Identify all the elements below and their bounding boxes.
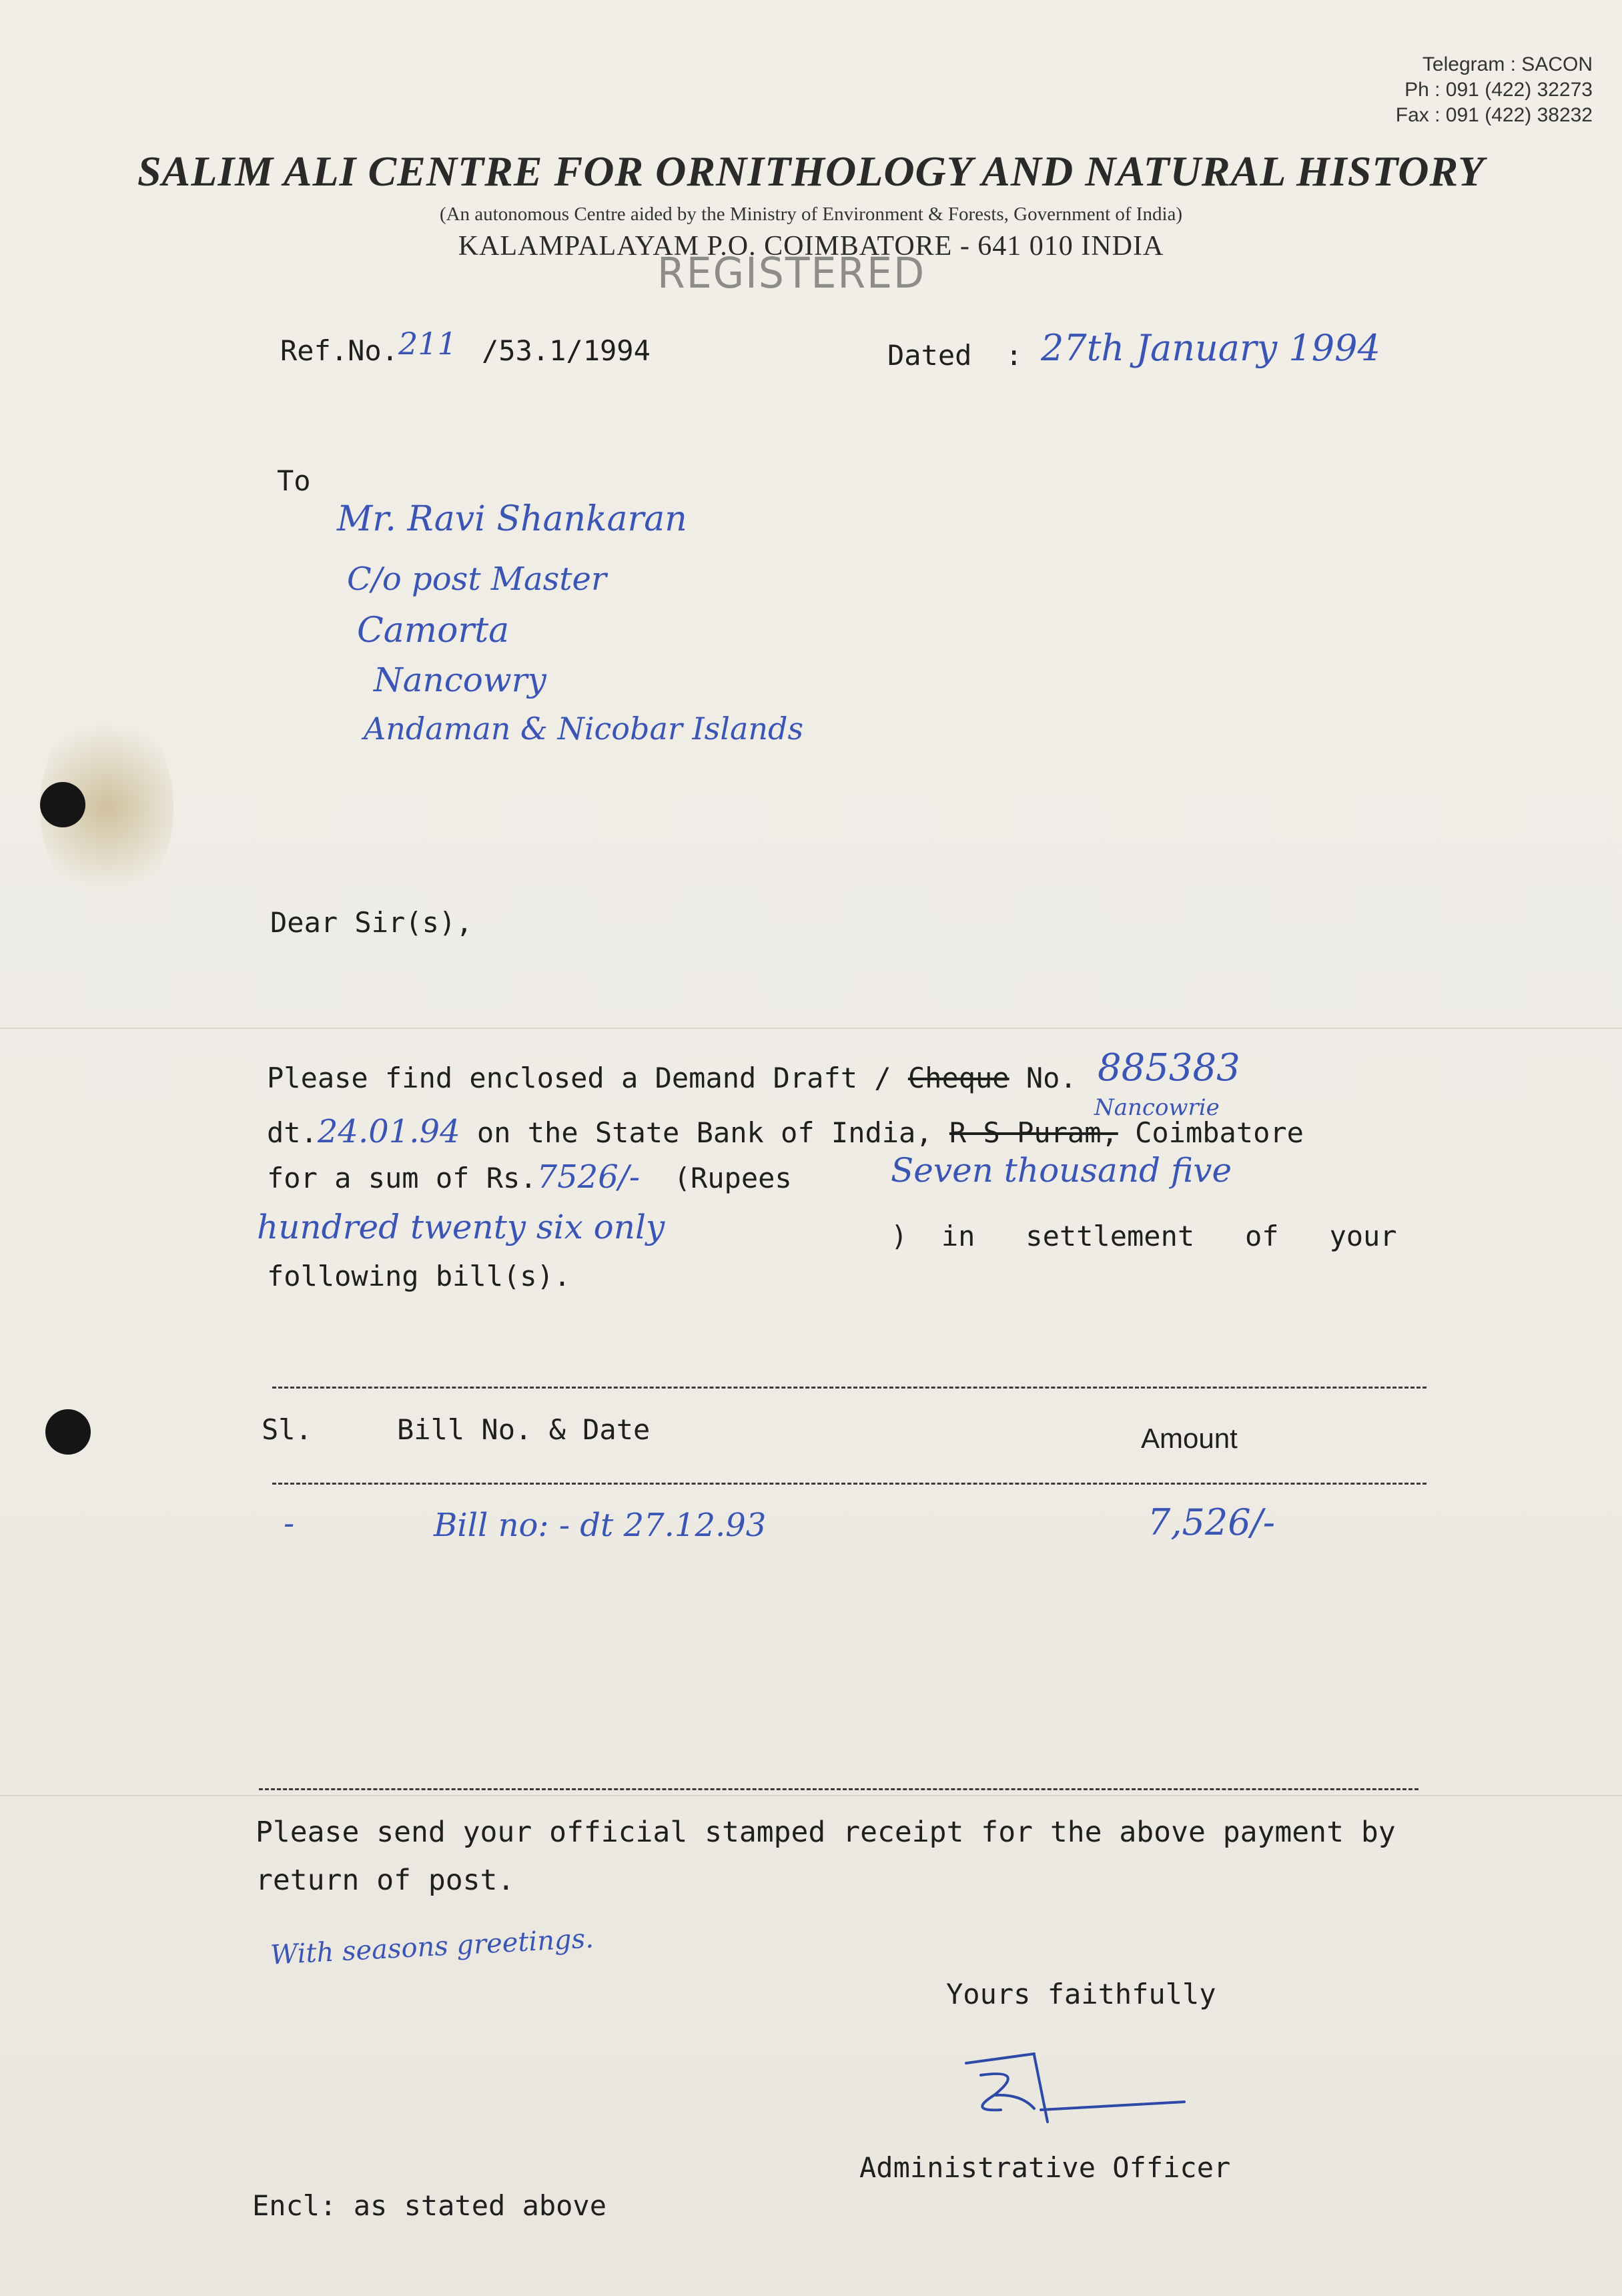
phone-line: Ph : 091 (422) 32273 (1404, 79, 1593, 101)
yours-faithfully: Yours faithfully (946, 1978, 1216, 2010)
table-rule-bottom (259, 1788, 1418, 1790)
amount-words: Seven thousand five (891, 1151, 1232, 1190)
organization-subtitle: (An autonomous Centre aided by the Ministry of Environment & Forests, Government of India) (439, 204, 1183, 225)
col-header-bill: Bill No. & Date (397, 1413, 651, 1446)
row-amount: 7,526/- (1148, 1501, 1276, 1543)
body-line-1 (267, 1064, 1077, 1092)
recipient-line: C/o post Master (347, 560, 606, 598)
recipient-line: Nancowry (374, 661, 546, 699)
organization-name: SALIM ALI CENTRE FOR ORNITHOLOGY AND NATURAL HISTORY (137, 147, 1485, 195)
struck-text: R S Puram, (949, 1116, 1118, 1149)
dd-number: 885383 (1098, 1046, 1240, 1090)
body-text: (Rupees (673, 1162, 792, 1194)
row-sl: - (284, 1505, 295, 1542)
salutation: Dear Sir(s), (270, 906, 473, 939)
recipient-line: Mr. Ravi Shankaran (337, 499, 687, 539)
ref-prefix: Ref.No. (280, 334, 399, 367)
table-rule-header (272, 1483, 1427, 1485)
greeting-handwritten: With seasons greetings. (270, 1923, 594, 1971)
row-bill: Bill no: - dt 27.12.93 (434, 1507, 767, 1544)
designation: Administrative Officer (859, 2151, 1231, 2184)
body-text: Coimbatore (1118, 1116, 1304, 1149)
col-header-sl: Sl. (262, 1413, 312, 1446)
paper-fold (0, 1028, 1622, 1029)
dd-date: 24.01.94 (317, 1113, 460, 1150)
ref-suffix: /53.1/1994 (482, 334, 651, 367)
body-line-5: following bill(s). (267, 1260, 571, 1292)
body-text: for a sum of Rs. (267, 1162, 537, 1194)
body-line-4: ) in settlement of your (891, 1220, 1397, 1252)
body-line-2 (267, 1113, 1304, 1150)
contact-block (1396, 52, 1593, 128)
letter-date: 27th January 1994 (1041, 327, 1380, 369)
fax-line: Fax : 091 (422) 38232 (1395, 104, 1593, 126)
ref-number: 211 (398, 326, 457, 362)
amount-words: hundred twenty six only (257, 1208, 665, 1246)
to-label: To (277, 464, 311, 497)
paper-fold (0, 1795, 1622, 1796)
recipient-line: Camorta (357, 611, 510, 651)
dated-label: Dated : (887, 339, 1023, 372)
punch-hole (45, 1409, 91, 1455)
body-text: on the State Bank of India, (460, 1116, 949, 1149)
enclosure: Encl: as stated above (252, 2189, 607, 2222)
body-text: dt. (267, 1116, 318, 1149)
body-text (640, 1162, 674, 1194)
registered-stamp: REGISTERED (657, 249, 926, 298)
body-line-3 (267, 1158, 792, 1196)
struck-text: Cheque (907, 1062, 1009, 1094)
branch-handwritten: Nancowrie (1094, 1094, 1220, 1121)
punch-hole (40, 782, 85, 827)
amount-figures: 7526/- (536, 1158, 641, 1196)
receipt-line-1: Please send your official stamped receipt for the above payment by (256, 1816, 1396, 1849)
table-rule-top (272, 1387, 1427, 1389)
recipient-line: Andaman & Nicobar Islands (364, 711, 804, 747)
organization-address: KALAMPALAYAM P.O. COIMBATORE - 641 010 INDIA (458, 231, 1164, 262)
signature-icon (954, 2048, 1194, 2149)
body-text: No. (1009, 1062, 1077, 1094)
body-text: Please find enclosed a Demand Draft / (267, 1062, 908, 1094)
col-header-amount: Amount (1141, 1423, 1238, 1454)
receipt-line-2: return of post. (256, 1864, 515, 1897)
telegram-line: Telegram : SACON (1422, 53, 1593, 75)
